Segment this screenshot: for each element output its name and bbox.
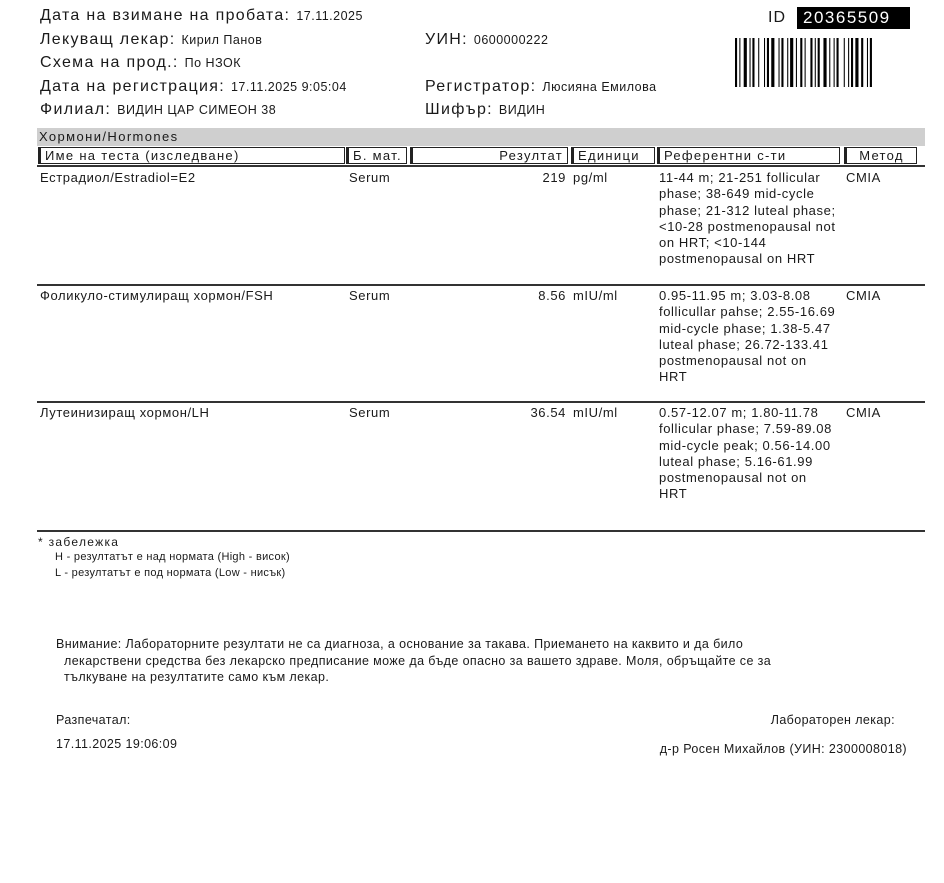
- id-label: ID: [768, 9, 786, 26]
- doctor-label: Лекуващ лекар:: [40, 31, 176, 48]
- reference-range: 11-44 m; 21-251 follicular phase; 38-649 mid-cycle phase; 21-312 luteal phase; <10-28 postmenopausal not on HRT; <10-144 postmenopausal on HRT: [659, 170, 836, 267]
- barcode-bar: [781, 38, 783, 87]
- note-high: H - резултатът е над нормата (High - висок): [55, 551, 290, 563]
- barcode-bar: [787, 38, 788, 87]
- sample-date-label: Дата на взимане на пробата:: [40, 7, 291, 24]
- barcode-bar: [758, 38, 759, 87]
- warning-line-1: Внимание: Лабораторните резултати не са диагноза, а основание за такава. Приемането на каквито и да било: [56, 637, 744, 651]
- result-value: 219: [542, 170, 566, 185]
- uin: [425, 31, 548, 49]
- doctor: [40, 31, 262, 49]
- barcode-bar: [779, 38, 780, 87]
- barcode-bar: [764, 38, 765, 87]
- barcode-bar: [870, 38, 872, 87]
- barcode-bar: [829, 38, 830, 87]
- barcode-bar: [735, 38, 737, 87]
- scheme-label: Схема на прод.:: [40, 54, 179, 71]
- column-header-result: Резултат: [410, 147, 568, 164]
- barcode-bar: [834, 38, 835, 87]
- notes-title: * забележка: [38, 535, 120, 549]
- barcode-bar: [796, 38, 797, 87]
- reference-range: 0.95-11.95 m; 3.03-8.08 follicullar pahse; 2.55-16.69 mid-cycle phase; 1.38-5.47 luteal phase; 26.72-133.41 postmenopausal not on HRT: [659, 288, 836, 385]
- barcode-bar: [844, 38, 845, 87]
- registrar-value: Люсияна Емилова: [542, 80, 657, 94]
- printed-at: 17.11.2025 19:06:09: [56, 737, 178, 751]
- barcode-bar: [815, 38, 816, 87]
- barcode-icon: [735, 38, 911, 87]
- id-value: 20365509: [797, 7, 910, 29]
- barcode-bar: [767, 38, 769, 87]
- registrar-label: Регистратор:: [425, 78, 537, 95]
- test-name: Естрадиол/Estradiol=E2: [40, 170, 196, 185]
- barcode-bar: [790, 38, 793, 87]
- barcode-bar: [818, 38, 820, 87]
- sample-material: Serum: [349, 170, 391, 185]
- warning-line-3: тълкуване на резултатите само към лекар.: [64, 670, 330, 684]
- registration-date: [40, 78, 347, 96]
- scheme-value: По НЗОК: [184, 56, 241, 70]
- method: CMIA: [846, 405, 881, 420]
- barcode-bar: [855, 38, 858, 87]
- row-divider: [37, 401, 925, 403]
- sample-material: Serum: [349, 405, 391, 420]
- barcode-bar: [848, 38, 849, 87]
- branch: [40, 101, 276, 119]
- column-header-name: Име на теста (изследване): [38, 147, 345, 164]
- barcode-bar: [744, 38, 747, 87]
- column-header-method: Метод: [844, 147, 917, 164]
- result-units: pg/ml: [573, 170, 608, 185]
- barcode-bar: [750, 38, 751, 87]
- column-header-material: Б. мат.: [346, 147, 407, 164]
- section-title: Хормони/Hormones: [37, 128, 925, 146]
- barcode-bar: [837, 38, 839, 87]
- barcode-bar: [800, 38, 802, 87]
- sample-date: [40, 7, 363, 25]
- uin-value: 0600000222: [473, 33, 549, 47]
- warning-line-2: лекарствени средства без лекарско предписание може да бъде опасно за вашето здраве. Моля, обръщайте се за: [64, 654, 772, 668]
- registrar: [425, 78, 657, 96]
- branch-value: ВИДИН ЦАР СИМЕОН 38: [117, 103, 277, 117]
- result-value: 36.54: [530, 405, 566, 420]
- barcode-bar: [823, 38, 826, 87]
- sample-date-value: 17.11.2025: [296, 9, 363, 23]
- barcode-bar: [810, 38, 812, 87]
- column-header-reference: Референтни с-ти: [657, 147, 840, 164]
- lab-doctor: д-р Росен Михайлов (УИН: 2300008018): [659, 742, 907, 756]
- column-header-units: Единици: [571, 147, 655, 164]
- branch-label: Филиал:: [40, 101, 112, 118]
- uin-label: УИН:: [425, 31, 468, 48]
- test-name: Лутеинизиращ хормон/LH: [40, 405, 210, 420]
- test-name: Фоликуло-стимулиращ хормон/FSH: [40, 288, 274, 303]
- reference-range: 0.57-12.07 m; 1.80-11.78 follicular phase; 7.59-89.08 mid-cycle peak; 0.56-14.00 luteal phase; 5.16-61.99 postmenopausal not on HRT: [659, 405, 832, 502]
- sample-material: Serum: [349, 288, 391, 303]
- header-divider: [37, 165, 925, 167]
- barcode-bar: [861, 38, 863, 87]
- lab-doctor-label: Лабораторен лекар:: [770, 713, 895, 727]
- method: CMIA: [846, 288, 881, 303]
- note-low: L - резултатът е под нормата (Low - нисък): [55, 567, 286, 579]
- printed-label: Разпечатал:: [56, 713, 131, 727]
- barcode-bar: [867, 38, 868, 87]
- registration-date-label: Дата на регистрация:: [40, 78, 225, 95]
- barcode-bar: [805, 38, 806, 87]
- barcode-bar: [739, 38, 740, 87]
- result-units: mIU/ml: [573, 405, 618, 420]
- doctor-value: Кирил Панов: [181, 33, 263, 47]
- table-bottom-divider: [37, 530, 925, 532]
- barcode-bar: [771, 38, 774, 87]
- row-divider: [37, 284, 925, 286]
- code: [425, 101, 545, 119]
- barcode-bar: [851, 38, 853, 87]
- method: CMIA: [846, 170, 881, 185]
- code-value: ВИДИН: [498, 103, 546, 117]
- registration-date-value: 17.11.2025 9:05:04: [230, 80, 347, 94]
- barcode-bar: [752, 38, 754, 87]
- scheme: [40, 54, 241, 72]
- code-label: Шифър:: [425, 101, 493, 118]
- result-units: mIU/ml: [573, 288, 618, 303]
- result-value: 8.56: [538, 288, 566, 303]
